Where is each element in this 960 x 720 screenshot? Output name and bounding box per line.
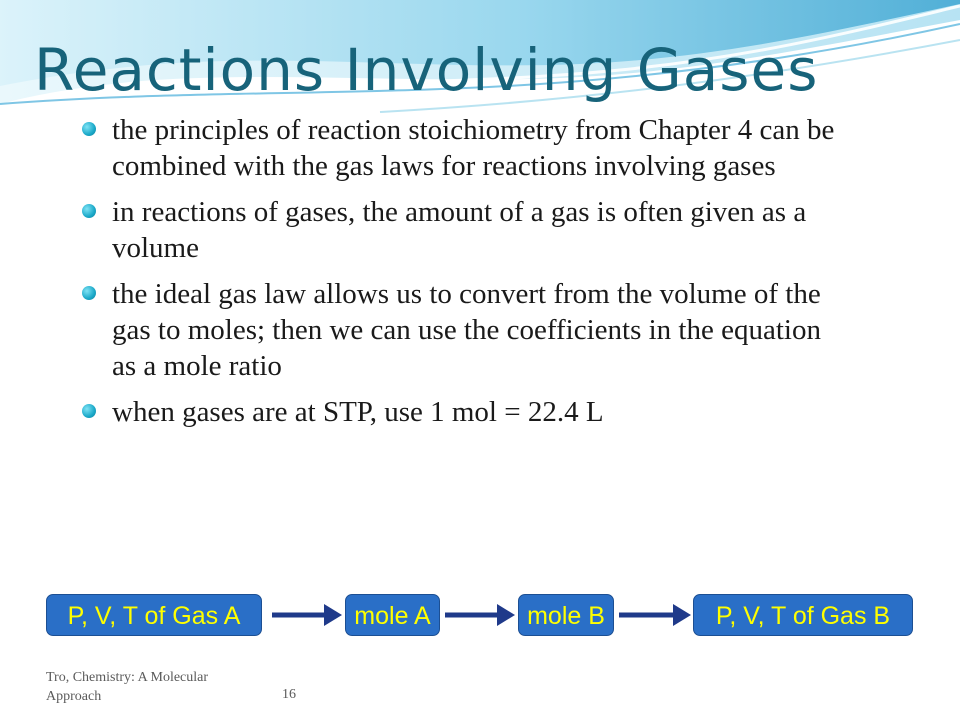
- bullet-icon: [82, 122, 96, 136]
- bullet-icon: [82, 204, 96, 218]
- bullet-text: in reactions of gases, the amount of a gas is often given as a volume: [112, 196, 807, 264]
- flow-box-mole-a: mole A: [345, 594, 440, 636]
- footer-source: Tro, Chemistry: A Molecular Approach: [46, 670, 209, 704]
- bullet-text: the ideal gas law allows us to convert from the volume of the gas to moles; then we can use the coefficients in the equation as a mole ratio: [112, 278, 821, 382]
- flow-box-mole-b: mole B: [518, 594, 614, 636]
- flow-box-gas-b: P, V, T of Gas B: [693, 594, 913, 636]
- bullet-item: [80, 194, 840, 266]
- right-arrow-icon: [443, 600, 517, 630]
- bullet-icon: [82, 286, 96, 300]
- bullet-item: [80, 112, 840, 184]
- right-arrow-icon: [270, 600, 344, 630]
- slide-title: Reactions Involving Gases: [34, 36, 819, 104]
- bullet-item: [80, 276, 840, 384]
- bullet-icon: [82, 404, 96, 418]
- flow-box-gas-a: P, V, T of Gas A: [46, 594, 262, 636]
- page-number: 16: [282, 687, 296, 702]
- bullet-text: the principles of reaction stoichiometry from Chapter 4 can be combined with the gas laws for reactions involving gases: [112, 114, 835, 182]
- bullet-text: when gases are at STP, use 1 mol = 22.4 L: [112, 396, 604, 428]
- right-arrow-icon: [617, 600, 693, 630]
- bullet-list: [80, 112, 840, 440]
- conversion-flow-diagram: [0, 594, 960, 644]
- bullet-item: [80, 394, 840, 430]
